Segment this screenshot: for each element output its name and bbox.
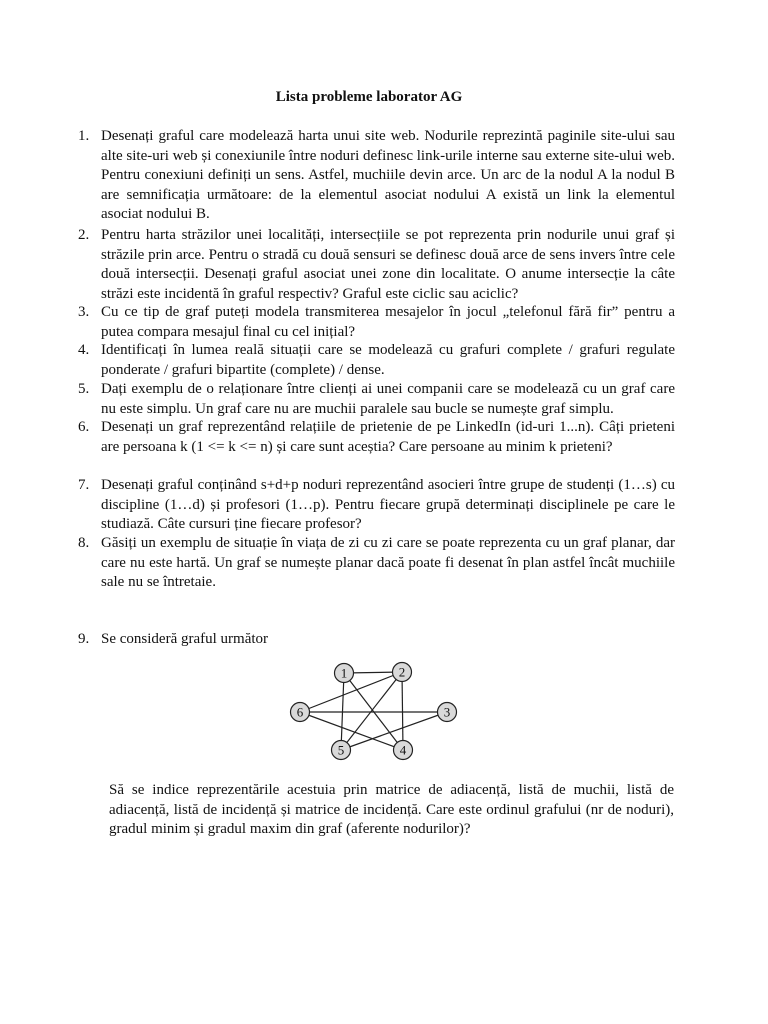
graph-node bbox=[393, 663, 412, 682]
graph-node bbox=[335, 664, 354, 683]
graph-node bbox=[291, 703, 310, 722]
graph-figure bbox=[284, 656, 462, 766]
problem-text: Găsiți un exemplu de situație în viața de zi cu zi care se poate reprezenta cu un graf planar, dar care nu este hartă. Un graf se numește planar dacă poate fi desenat în plan astfel încât muchiile sale nu se întretaie. bbox=[101, 535, 675, 591]
problem-text: Cu ce tip de graf puteți modela transmiterea mesajelor în jocul „telefonul fără fir” pentru a putea compara mesajul final cu cel inițial? bbox=[101, 304, 675, 340]
problem-text: Identificați în lumea reală situații care se modelează cu grafuri complete / grafuri regulate ponderate / grafuri bipartite (complete) / dense. bbox=[101, 342, 675, 378]
problem-text: Desenați un graf reprezentând relațiile de prietenie de pe LinkedIn (id-uri 1...n). Câți prieteni are persoana k (1 <= k <= n) și care sunt aceștia? Care persoane au minim k prieteni? bbox=[101, 419, 675, 455]
problem-number: 3. bbox=[78, 304, 90, 320]
problem-number: 9. bbox=[78, 631, 90, 647]
graph-node-label: 3 bbox=[443, 704, 451, 720]
problem-number: 8. bbox=[78, 535, 90, 551]
graph-node-label: 5 bbox=[337, 742, 345, 758]
problem-number: 4. bbox=[78, 342, 90, 358]
graph-edge-4-6 bbox=[300, 712, 403, 750]
graph-node-label: 2 bbox=[398, 664, 406, 680]
problem-number: 6. bbox=[78, 419, 90, 435]
page-title: Lista probleme laborator AG bbox=[275, 89, 463, 105]
problem-text: Se consideră graful următor bbox=[101, 631, 269, 647]
problem-number: 1. bbox=[78, 128, 90, 144]
graph-node bbox=[438, 703, 457, 722]
graph-node bbox=[394, 741, 413, 760]
problem-text: Desenați graful conținând s+d+p noduri reprezentând asocieri între grupe de studenți (1…s) cu discipline (1…d) și profesori (1…p). Pentru fiecare grupă determinați disciplinele pe care le studiază. Câte cursuri ține fiecare profesor? bbox=[101, 477, 675, 533]
graph-edge-3-5 bbox=[341, 712, 447, 750]
graph-node-label: 4 bbox=[399, 742, 407, 758]
graph-edge-2-4 bbox=[402, 672, 403, 750]
problem-number: 2. bbox=[78, 227, 90, 243]
problem-number: 5. bbox=[78, 381, 90, 397]
graph-node-label: 6 bbox=[296, 704, 304, 720]
problem-text: Pentru harta străzilor unei localități, intersecțiile se pot reprezenta prin nodurile unui graf și străzile prin arce. Pentru o stradă cu două sensuri se definesc două arce de sens invers între cele două intersecții. Desenați graful asociat unei zone din localitate. O anume intersecție la câte străzi este incidentă în graful respectiv? Graful este ciclic sau aciclic? bbox=[101, 227, 675, 302]
graph-node-label: 1 bbox=[340, 665, 348, 681]
problem-text: Dați exemplu de o relaționare între clienți ai unei companii care se modelează cu un graf care nu este simplu. Un graf care nu are muchii paralele sau bucle se numește graf simplu. bbox=[101, 381, 675, 417]
graph-node bbox=[332, 741, 351, 760]
problem-number: 7. bbox=[78, 477, 90, 493]
problem-text: Desenați graful care modelează harta unui site web. Nodurile reprezintă paginile site-ului sau alte site-uri web și conexiunile între noduri definesc link-urile interne sau externe site-ului web. Pentru conexiuni definiți un sens. Astfel, muchiile devin arce. Un arc de la nodul A la nodul B are semnificația următoare: de la elementul asociat nodului A există un link la elementul asociat nodului B. bbox=[101, 128, 675, 223]
question-9-text: Să se indice reprezentările acestuia prin matrice de adiacență, listă de muchii, listă de adiacență, listă de incidență și matrice de incidență. Care este ordinul grafului (nr de noduri), gradul minim și gradul maxim din graf (aferente nodurilor)? bbox=[109, 782, 674, 838]
